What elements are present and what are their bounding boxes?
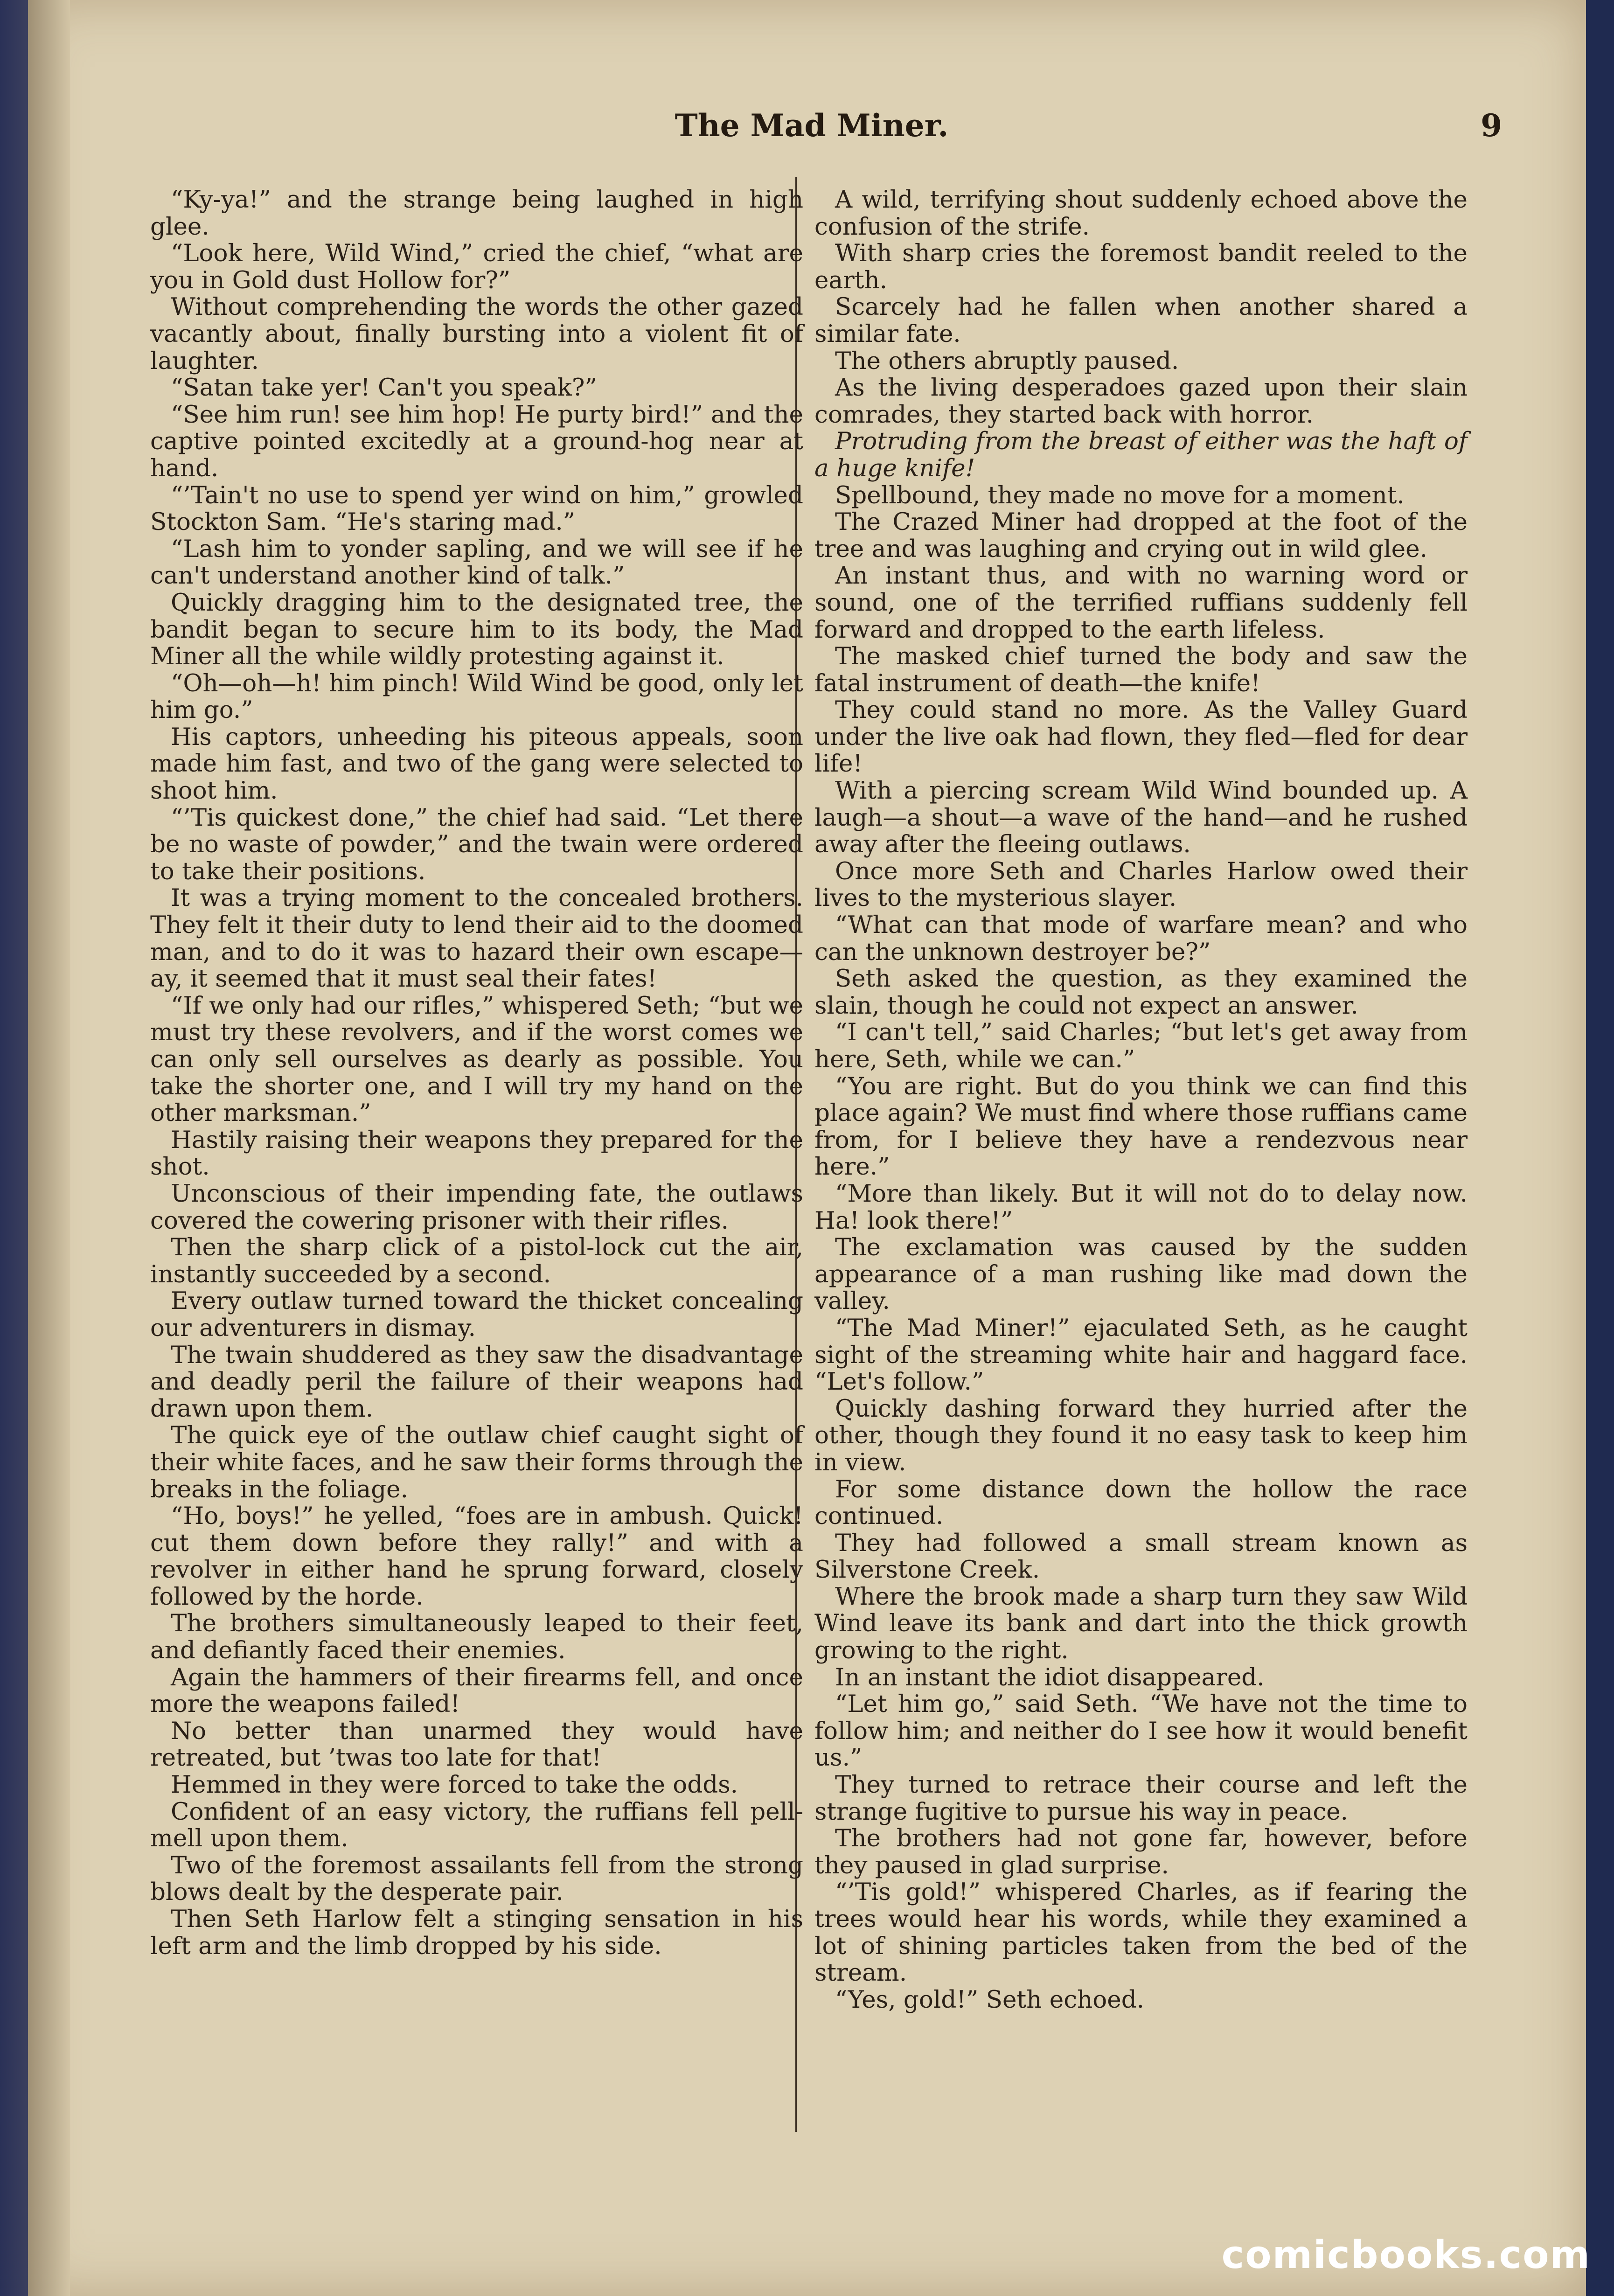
paragraph: An instant thus, and with no warning word or sound, one of the terrified ruffians suddenly fell forward and dropped to the earth lifeless. [814, 562, 1468, 644]
paragraph: “’Tain't no use to spend yer wind on him,” growled Stockton Sam. “He's staring mad.” [150, 481, 803, 536]
paragraph: “Yes, gold!” Seth echoed. [835, 1985, 1145, 2014]
page-header [121, 107, 1502, 154]
paragraph: “See him run! see him hop! He purty bird!” and the captive pointed excitedly at a ground-hog near at hand. [150, 400, 803, 482]
paragraph: They could stand no more. As the Valley Guard under the live oak had flown, they fled—fled for dear life! [814, 696, 1468, 778]
running-title: The Mad Miner. [675, 107, 949, 144]
right-column [814, 187, 1468, 2013]
paragraph: With sharp cries the foremost bandit reeled to the earth. [814, 239, 1468, 294]
paragraph: The brothers simultaneously leaped to their feet, and defiantly faced their enemies. [150, 1609, 803, 1665]
site-watermark: comicbooks.com [1221, 2233, 1591, 2277]
paragraph: Hastily raising their weapons they prepared for the shot. [150, 1126, 803, 1181]
paragraph: Then Seth Harlow felt a stinging sensation in his left arm and the limb dropped by his side. [150, 1905, 803, 1960]
paragraph: Spellbound, they made no move for a moment. [835, 481, 1405, 509]
paragraph: A wild, terrifying shout suddenly echoed above the confusion of the strife. [814, 186, 1468, 241]
paragraph: His captors, unheeding his piteous appeals, soon made him fast, and two of the gang were selected to shoot him. [150, 723, 803, 805]
paragraph: “Oh—oh—h! him pinch! Wild Wind be good, only let him go.” [150, 669, 803, 724]
paragraph: As the living desperadoes gazed upon their slain comrades, they started back with horror. [814, 374, 1468, 429]
paragraph: “What can that mode of warfare mean? and who can the unknown destroyer be?” [814, 911, 1468, 966]
paragraph: “More than likely. But it will not do to delay now. Ha! look there!” [814, 1179, 1468, 1235]
paragraph: “Look here, Wild Wind,” cried the chief, “what are you in Gold dust Hollow for?” [150, 239, 803, 294]
paragraph: The brothers had not gone far, however, before they paused in glad surprise. [814, 1824, 1468, 1879]
paragraph: No better than unarmed they would have retreated, but ’twas too late for that! [150, 1717, 803, 1772]
paragraph: Protruding from the breast of either was the haft of a huge knife! [814, 427, 1468, 482]
paragraph: They had followed a small stream known as Silverstone Creek. [814, 1529, 1468, 1584]
paragraph: Unconscious of their impending fate, the outlaws covered the cowering prisoner with their rifles. [150, 1179, 803, 1235]
paragraph: “I can't tell,” said Charles; “but let's get away from here, Seth, while we can.” [814, 1018, 1468, 1073]
paragraph: It was a trying moment to the concealed brothers. They felt it their duty to lend their aid to the doomed man, and to do it was to hazard their own escape—ay, it seemed that it must seal their fates! [150, 884, 803, 993]
paragraph: “’Tis quickest done,” the chief had said. “Let there be no waste of powder,” and the twain were ordered to take their positions. [150, 803, 803, 885]
paragraph: Hemmed in they were forced to take the odds. [171, 1771, 738, 1799]
paragraph: For some distance down the hollow the race continued. [814, 1475, 1468, 1531]
paragraph: “Ky-ya!” and the strange being laughed in high glee. [150, 186, 803, 241]
paragraph: Again the hammers of their firearms fell, and once more the weapons failed! [150, 1663, 803, 1719]
paragraph: Seth asked the question, as they examined the slain, though he could not expect an answer. [814, 965, 1468, 1020]
paragraph: The exclamation was caused by the sudden appearance of a man rushing like mad down the valley. [814, 1233, 1468, 1315]
left-column [150, 187, 803, 1960]
paragraph: Every outlaw turned toward the thicket concealing our adventurers in dismay. [150, 1287, 803, 1342]
paragraph: Once more Seth and Charles Harlow owed their lives to the mysterious slayer. [814, 857, 1468, 912]
paragraph: “Let him go,” said Seth. “We have not the time to follow him; and neither do I see how it would benefit us.” [814, 1690, 1468, 1772]
paragraph: In an instant the idiot disappeared. [835, 1663, 1265, 1691]
paragraph: “Lash him to yonder sapling, and we will see if he can't understand another kind of talk.” [150, 535, 803, 590]
paragraph: Without comprehending the words the other gazed vacantly about, finally bursting into a violent fit of laughter. [150, 293, 803, 375]
paragraph: The quick eye of the outlaw chief caught sight of their white faces, and he saw their forms through the breaks in the foliage. [150, 1421, 803, 1503]
paragraph: “If we only had our rifles,” whispered Seth; “but we must try these revolvers, and if the worst comes we can only sell ourselves as dearly as possible. You take the shorter one, and I will try my hand on the other marksman.” [150, 991, 803, 1127]
paragraph: The twain shuddered as they saw the disadvantage and deadly peril the failure of their weapons had drawn upon them. [150, 1341, 803, 1423]
page-gutter [28, 0, 70, 2296]
book-page [28, 0, 1586, 2296]
paragraph: Confident of an easy victory, the ruffians fell pell-mell upon them. [150, 1797, 803, 1853]
paragraph: “Ho, boys!” he yelled, “foes are in ambush. Quick! cut them down before they rally!” and with a revolver in either hand he sprung forward, closely followed by the horde. [150, 1502, 803, 1611]
paragraph: The masked chief turned the body and saw the fatal instrument of death—the knife! [814, 642, 1468, 697]
paragraph: “Satan take yer! Can't you speak?” [171, 374, 597, 402]
paragraph: Two of the foremost assailants fell from the strong blows dealt by the desperate pair. [150, 1851, 803, 1906]
paragraph: Then the sharp click of a pistol-lock cut the air, instantly succeeded by a second. [150, 1233, 803, 1288]
paragraph: Where the brook made a sharp turn they saw Wild Wind leave its bank and dart into the thick growth growing to the right. [814, 1582, 1468, 1665]
page-number: 9 [1481, 107, 1502, 144]
paragraph: “You are right. But do you think we can find this place again? We must find where those ruffians came from, for I believe they have a rendezvous near here.” [814, 1072, 1468, 1181]
paragraph: Quickly dragging him to the designated tree, the bandit began to secure him to its body, the Mad Miner all the while wildly protesting against it. [150, 588, 803, 671]
paragraph: They turned to retrace their course and left the strange fugitive to pursue his way in peace. [814, 1771, 1468, 1826]
paragraph: “’Tis gold!” whispered Charles, as if fearing the trees would hear his words, while they examined a lot of shining particles taken from the bed of the stream. [814, 1878, 1468, 1987]
paragraph: The Crazed Miner had dropped at the foot of the tree and was laughing and crying out in wild glee. [814, 508, 1468, 563]
paragraph: “The Mad Miner!” ejaculated Seth, as he caught sight of the streaming white hair and haggard face. “Let's follow.” [814, 1314, 1468, 1396]
paragraph: Quickly dashing forward they hurried after the other, though they found it no easy task to keep him in view. [814, 1394, 1468, 1476]
paragraph: The others abruptly paused. [835, 347, 1179, 375]
paragraph: With a piercing scream Wild Wind bounded up. A laugh—a shout—a wave of the hand—and he rushed away after the fleeing outlaws. [814, 777, 1468, 859]
paragraph: Scarcely had he fallen when another shared a similar fate. [814, 293, 1468, 348]
